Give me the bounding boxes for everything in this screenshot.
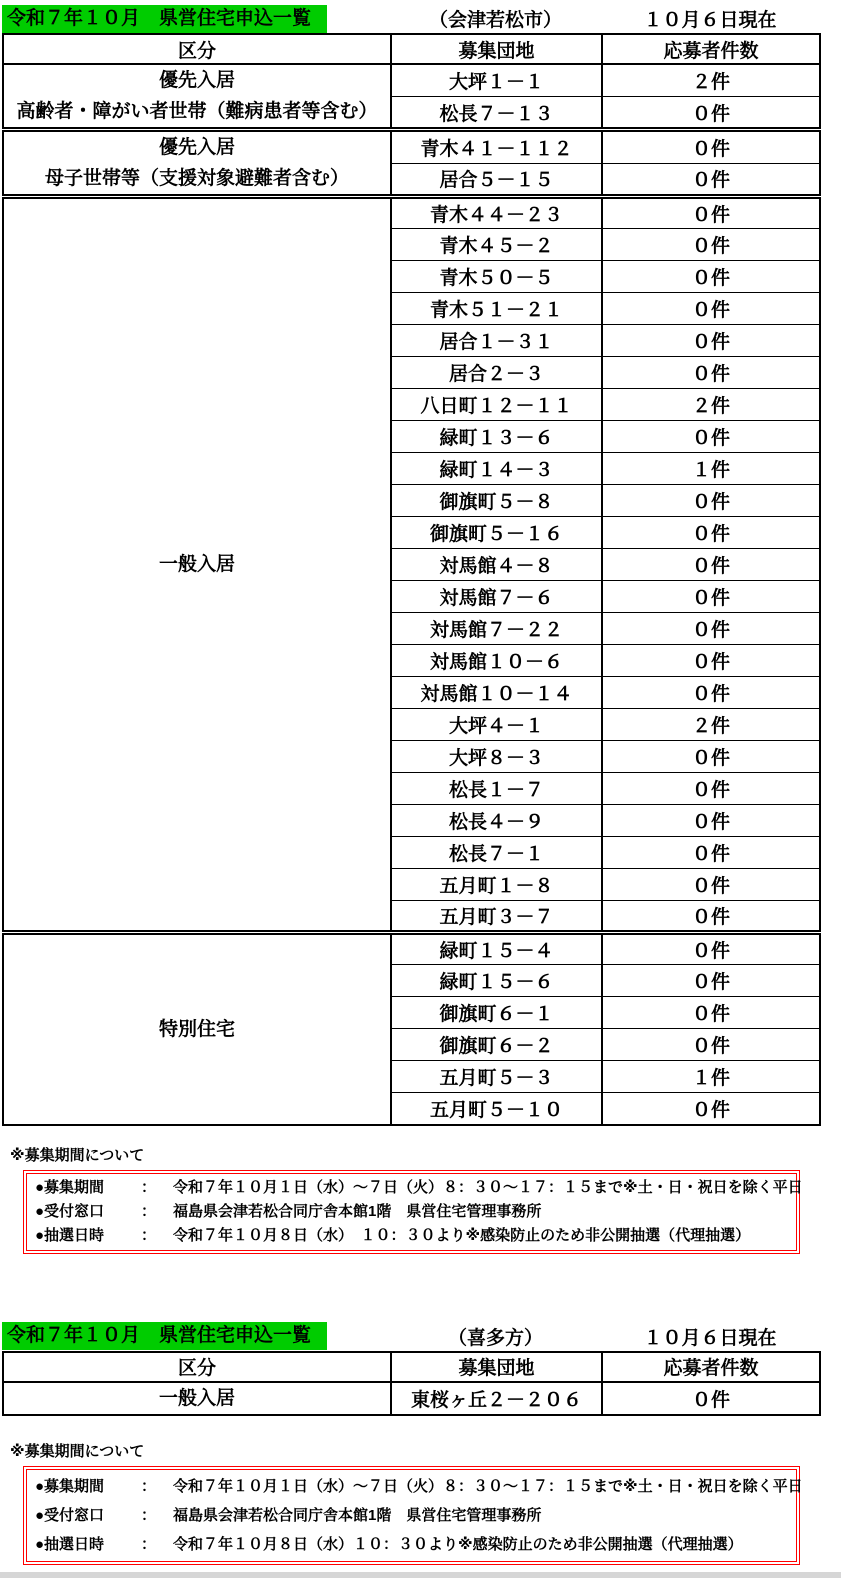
table-row <box>3 933 820 965</box>
notes2-box <box>23 1466 803 1565</box>
estate-name-cell: 緑町１３－６ <box>391 421 602 453</box>
note-text: 令和７年１０月８日（水） １０：３０より※感染防止のため非公開抽選（代理抽選） <box>173 1226 751 1244</box>
category-line: 高齢者・障がい者世帯（難病患者等含む） <box>16 101 378 122</box>
estate-name-cell: 対馬館７－２２ <box>391 613 602 645</box>
applicant-count-cell: ０件 <box>602 261 820 293</box>
table-row <box>3 197 820 229</box>
estate-name-cell: 五月町１－８ <box>391 869 602 901</box>
column-header-estate: 募集団地 <box>391 34 602 64</box>
applicant-count-cell: ０件 <box>602 325 820 357</box>
applicant-count-cell: ０件 <box>602 773 820 805</box>
column-header-estate: 募集団地 <box>391 1352 602 1382</box>
note-label: ●募集期間 <box>35 1178 105 1196</box>
note-text: 福島県会津若松合同庁舎本館1階 県営住宅管理事務所 <box>173 1202 542 1220</box>
category-cell <box>3 1382 391 1415</box>
note-colon: ： <box>141 1535 157 1553</box>
note-colon: ： <box>141 1506 157 1524</box>
applicant-count-cell: ０件 <box>602 805 820 837</box>
note-colon: ： <box>141 1202 157 1220</box>
estate-name-cell: 青木４５－２ <box>391 229 602 261</box>
notes2-heading: ※募集期間について <box>10 1442 145 1460</box>
notes1-box-inner <box>26 1173 803 1251</box>
note-row-recruitment-period <box>35 1176 803 1200</box>
estate-name-cell: 緑町１４－３ <box>391 453 602 485</box>
category-cell <box>3 197 391 933</box>
applicant-count-cell: １件 <box>602 1061 820 1093</box>
note-row-reception-window <box>35 1200 788 1224</box>
applicant-count-cell: ０件 <box>602 581 820 613</box>
table2-title: 令和７年１０月 県営住宅申込一覧 <box>2 1322 327 1350</box>
note-label: ●抽選日時 <box>35 1535 105 1553</box>
estate-name-cell: 御旗町５－８ <box>391 485 602 517</box>
applicant-count-cell: １件 <box>602 453 820 485</box>
category-line: 一般入居 <box>158 1387 235 1409</box>
estate-name-cell: 松長７－１ <box>391 837 602 869</box>
table1-header-row <box>3 34 820 64</box>
estate-name-cell: 八日町１２－１１ <box>391 389 602 421</box>
estate-name-cell: 五月町５－１０ <box>391 1093 602 1125</box>
note-row-lottery-datetime <box>35 1224 788 1248</box>
estate-name-cell: 大坪８－３ <box>391 741 602 773</box>
table-row <box>3 1382 820 1415</box>
estate-name-cell: 御旗町６－２ <box>391 1029 602 1061</box>
estate-name-cell: 対馬館７－６ <box>391 581 602 613</box>
note-colon: ： <box>141 1178 157 1196</box>
notes2-box-inner <box>26 1469 803 1562</box>
applicant-count-cell: ０件 <box>602 229 820 261</box>
applicant-count-cell: ０件 <box>602 613 820 645</box>
table2-title-row <box>2 1322 841 1351</box>
column-header-category: 区分 <box>3 34 391 64</box>
estate-name-cell: 五月町３－７ <box>391 901 602 933</box>
table-row <box>3 64 820 97</box>
estate-name-cell: 居合５－１５ <box>391 163 602 197</box>
estate-name-cell: 青木５１－２１ <box>391 293 602 325</box>
applicant-count-cell: ０件 <box>602 517 820 549</box>
estate-name-cell: 緑町１５－４ <box>391 933 602 965</box>
category-cell <box>3 130 391 197</box>
note-colon: ： <box>141 1477 157 1495</box>
applicant-count-cell: ０件 <box>602 1382 820 1415</box>
applicant-count-cell: ０件 <box>602 869 820 901</box>
estate-name-cell: 青木４４－２３ <box>391 197 602 229</box>
note-colon: ： <box>141 1226 157 1244</box>
applicant-count-cell: ０件 <box>602 421 820 453</box>
applicant-count-cell: ０件 <box>602 741 820 773</box>
category-line: 母子世帯等（支援対象避難者含む） <box>44 168 349 189</box>
note-label: ●受付窓口 <box>35 1202 105 1220</box>
category-cell <box>3 933 391 1125</box>
applicant-count-cell: ０件 <box>602 1029 820 1061</box>
estate-name-cell: 居合１－３１ <box>391 325 602 357</box>
estate-name-cell: 御旗町６－１ <box>391 997 602 1029</box>
column-header-category: 区分 <box>3 1352 391 1382</box>
note-row-recruitment-period <box>35 1472 803 1501</box>
applicant-count-cell: ０件 <box>602 901 820 933</box>
estate-name-cell: 対馬館４－８ <box>391 549 602 581</box>
category-line: 優先入居 <box>158 137 235 158</box>
applicant-count-cell: ０件 <box>602 357 820 389</box>
note-row-lottery-datetime <box>35 1530 788 1559</box>
applicant-count-cell: ０件 <box>602 163 820 197</box>
estate-name-cell: 居合２－３ <box>391 357 602 389</box>
estate-name-cell: 松長４－９ <box>391 805 602 837</box>
category-line: 一般入居 <box>158 554 235 575</box>
table1-title-row <box>2 4 841 33</box>
applicant-count-cell: ０件 <box>602 549 820 581</box>
applicant-count-cell: ０件 <box>602 293 820 325</box>
applicant-count-cell: ２件 <box>602 389 820 421</box>
applicant-count-cell: ２件 <box>602 709 820 741</box>
table1-title: 令和７年１０月 県営住宅申込一覧 <box>2 5 327 33</box>
estate-name-cell: 緑町１５－６ <box>391 965 602 997</box>
table1-location: （会津若松市） <box>428 10 562 31</box>
category-line: 特別住宅 <box>158 1018 235 1040</box>
applicant-count-cell: ０件 <box>602 933 820 965</box>
note-row-reception-window <box>35 1501 788 1530</box>
table1-as-of-date: １０月６日現在 <box>643 10 777 31</box>
note-label: ●募集期間 <box>35 1477 105 1495</box>
column-header-applicant-count: 応募者件数 <box>602 34 820 64</box>
estate-name-cell: 松長７－１３ <box>391 97 602 130</box>
applicant-count-cell: ０件 <box>602 837 820 869</box>
estate-name-cell: 大坪１－１ <box>391 64 602 97</box>
estate-name-cell: 対馬館１０－１４ <box>391 677 602 709</box>
note-text: 令和７年１０月１日（水）～７日（火）８：３０～１７：１５まで※土・日・祝日を除く平日 <box>173 1178 803 1196</box>
estate-name-cell: 御旗町５－１６ <box>391 517 602 549</box>
page-bottom-edge <box>0 1572 841 1578</box>
estate-name-cell: 大坪４－１ <box>391 709 602 741</box>
estate-name-cell: 対馬館１０－６ <box>391 645 602 677</box>
applicant-count-cell: ０件 <box>602 1093 820 1125</box>
applicant-count-cell: ０件 <box>602 197 820 229</box>
note-label: ●受付窓口 <box>35 1506 105 1524</box>
note-text: 令和７年１０月１日（水）～７日（火）８：３０～１７：１５まで※土・日・祝日を除く平日 <box>173 1477 803 1495</box>
note-label: ●抽選日時 <box>35 1226 105 1244</box>
applicant-count-cell: ０件 <box>602 997 820 1029</box>
notes1-heading: ※募集期間について <box>10 1146 145 1164</box>
column-header-applicant-count: 応募者件数 <box>602 1352 820 1382</box>
table2-location: （喜多方） <box>447 1327 543 1349</box>
housing-table-aizuwakamatsu <box>2 33 821 1126</box>
applicant-count-cell: ０件 <box>602 965 820 997</box>
applicant-count-cell: ０件 <box>602 130 820 164</box>
estate-name-cell: 青木５０－５ <box>391 261 602 293</box>
estate-name-cell: 松長１－７ <box>391 773 602 805</box>
estate-name-cell: 五月町５－３ <box>391 1061 602 1093</box>
category-cell <box>3 64 391 130</box>
applicant-count-cell: ０件 <box>602 677 820 709</box>
table-row <box>3 130 820 164</box>
applicant-count-cell: ０件 <box>602 485 820 517</box>
applicant-count-cell: ０件 <box>602 645 820 677</box>
note-text: 福島県会津若松合同庁舎本館1階 県営住宅管理事務所 <box>173 1506 542 1524</box>
table2-as-of-date: １０月６日現在 <box>643 1327 777 1349</box>
spacer <box>2 1254 841 1322</box>
notes1-box <box>23 1170 803 1254</box>
note-text: 令和７年１０月８日（水）１０：３０より※感染防止のため非公開抽選（代理抽選） <box>173 1535 743 1553</box>
applicant-count-cell: ２件 <box>602 64 820 97</box>
table2-header-row <box>3 1352 820 1382</box>
category-line: 優先入居 <box>158 70 235 91</box>
estate-name-cell: 青木４１－１１２ <box>391 130 602 164</box>
applicant-count-cell: ０件 <box>602 97 820 130</box>
estate-name-cell: 東桜ヶ丘２－２０６ <box>391 1382 602 1415</box>
housing-table-kitakata <box>2 1351 821 1416</box>
